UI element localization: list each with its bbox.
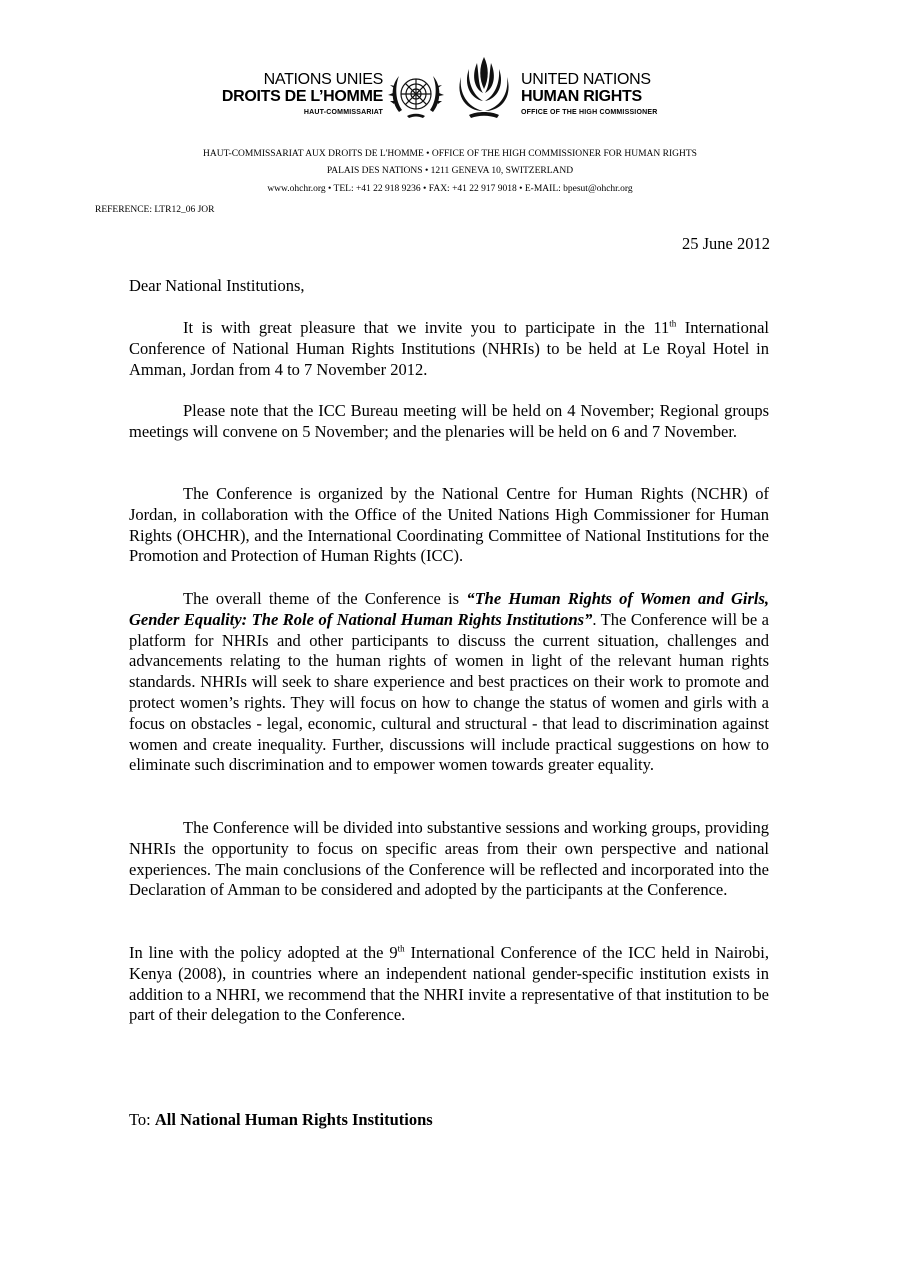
logo-french-text (222, 72, 383, 116)
logo-fr-line1: NATIONS UNIES (263, 71, 383, 88)
contact-line: www.ohchr.org • TEL: +41 22 918 9236 • FAX: +41 22 917 9018 • E-MAIL: bpesut@ohchr.org (267, 184, 633, 194)
human-rights-emblem-icon (453, 53, 515, 125)
letterhead-logo (215, 50, 685, 128)
address-line-2: PALAIS DES NATIONS • 1211 GENEVA 10, SWITZERLAND (326, 166, 574, 176)
logo-fr-line3: HAUT-COMMISSARIAT (303, 109, 383, 116)
paragraph-invitation-text-a: It is with great pleasure that we invite you to participate in the 11 (183, 318, 670, 337)
logo-english-text (521, 72, 657, 116)
reference-number: REFERENCE: LTR12_06 JOR (95, 205, 215, 215)
logo-fr-line2: DROITS DE L’HOMME (221, 88, 383, 105)
paragraph-theme-text-b: . The Conference will be a platform for NHRIs and other participants to discuss the current situation, challenges and advancements relating to the human rights of women in light of the relevant human rights standards. NHRIs will seek to share experience and best practices on their work to promote and protect women’s rights. They will focus on how to change the status of women and girls with a focus on obstacles - legal, economic, cultural and structural - that lead to discrimination against women and create inequality. Further, discussions will include practical suggestions on how to eliminate such discrimination and to empower women towards greater equality. (129, 609, 769, 775)
ordinal-suffix: th (397, 943, 405, 954)
paragraph-sessions: The Conference will be divided into substantive sessions and working groups, providing NHRIs the opportunity to focus on specific areas from their own perspective and national experiences. The main conclusions of the Conference will be reflected and incorporated into the Declaration of Amman to be considered and adopted by the participants at the Conference. (129, 818, 769, 900)
recipient-line (129, 1110, 433, 1130)
logo-en-line2: HUMAN RIGHTS (521, 88, 642, 105)
paragraph-policy (129, 943, 769, 1026)
logo-en-line3: OFFICE OF THE HIGH COMMISSIONER (521, 109, 658, 116)
paragraph-schedule: Please note that the ICC Bureau meeting will be held on 4 November; Regional groups meetings will convene on 5 November; and the plenaries will be held on 6 and 7 November. (129, 401, 769, 441)
paragraph-invitation (129, 318, 769, 380)
salutation: Dear National Institutions, (129, 276, 305, 295)
paragraph-organizers: The Conference is organized by the National Centre for Human Rights (NCHR) of Jordan, in collaboration with the Office of the United Nations High Commissioner for Human Rights (OHCHR), and the International Coordinating Committee of National Institutions for the Promotion and Protection of Human Rights (ICC). (129, 484, 769, 566)
logo-en-line1: UNITED NATIONS (521, 71, 651, 88)
paragraph-policy-text-a: In line with the policy adopted at the 9 (129, 943, 398, 962)
recipient-name: All National Human Rights Institutions (154, 1110, 433, 1129)
un-emblem-icon (387, 68, 445, 124)
ordinal-suffix: th (669, 318, 677, 329)
paragraph-invitation-text-b: International Conference of National Human Rights Institutions (NHRIs) to be held at Le Royal Hotel in Amman, Jordan from 4 to 7 November 2012. (129, 318, 770, 379)
letter-date: 25 June 2012 (682, 234, 770, 253)
paragraph-theme-text-a: The overall theme of the Conference is (183, 589, 467, 608)
paragraph-theme (129, 589, 769, 776)
address-line-1: HAUT-COMMISSARIAT AUX DROITS DE L'HOMME • OFFICE OF THE HIGH COMMISSIONER FOR HUMAN RIGHTS (203, 149, 697, 159)
paragraph-policy-text-b: International Conference of the ICC held in Nairobi, Kenya (2008), in countries where an independent national gender-specific institution exists in addition to a NHRI, we recommend that the NHRI invite a representative of that institution to be part of their delegation to the Conference. (129, 943, 769, 1025)
conference-theme: “The Human Rights of Women and Girls, Gender Equality: The Role of National Human Rights Institutions” (129, 589, 769, 629)
recipient-prefix: To: (129, 1110, 155, 1129)
